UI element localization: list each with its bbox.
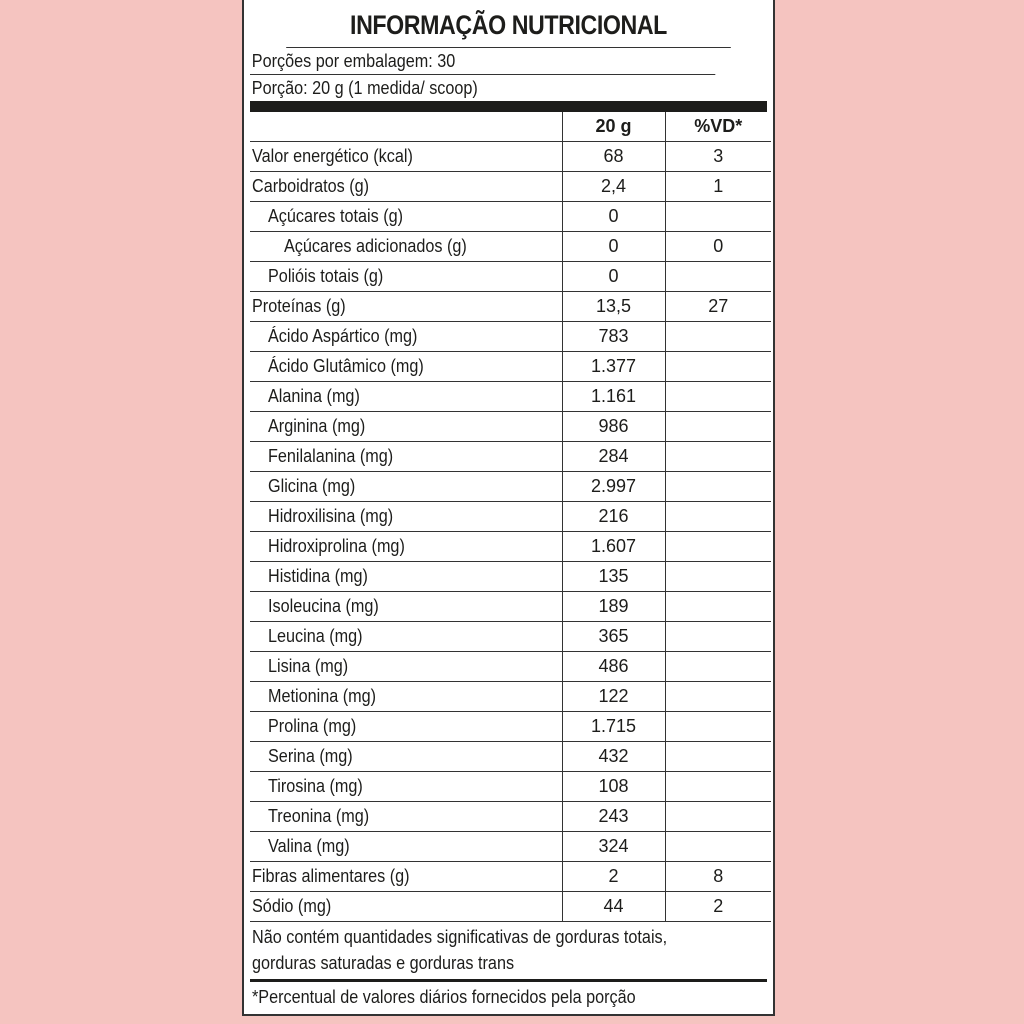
nutrient-daily-value: 1 — [665, 172, 771, 202]
nutrient-amount: 986 — [562, 412, 665, 442]
nutrient-amount: 284 — [562, 442, 665, 472]
nutrient-name: Proteínas (g) — [250, 292, 562, 322]
nutrient-daily-value — [665, 832, 771, 862]
nutrient-daily-value: 3 — [665, 142, 771, 172]
nutrient-amount: 122 — [562, 682, 665, 712]
nutrient-daily-value — [665, 682, 771, 712]
nutrient-name: Polióis totais (g) — [250, 262, 562, 292]
nutrient-name: Valina (mg) — [250, 832, 562, 862]
daily-value-note: *Percentual de valores diários fornecidos pela porção — [252, 987, 636, 1007]
table-row — [250, 412, 771, 442]
table-row — [250, 832, 771, 862]
nutrient-name: Hidroxiprolina (mg) — [250, 532, 562, 562]
nutrient-amount: 2,4 — [562, 172, 665, 202]
table-row — [250, 532, 771, 562]
nutrient-name: Leucina (mg) — [250, 622, 562, 652]
column-header-nutrient — [250, 112, 562, 142]
table-header-row — [250, 112, 771, 142]
nutrient-daily-value — [665, 622, 771, 652]
table-row — [250, 682, 771, 712]
nutrient-amount: 783 — [562, 322, 665, 352]
nutrient-daily-value — [665, 592, 771, 622]
nutrient-name: Ácido Aspártico (mg) — [250, 322, 562, 352]
nutrient-amount: 1.715 — [562, 712, 665, 742]
nutrient-amount: 0 — [562, 232, 665, 262]
nutrient-daily-value — [665, 772, 771, 802]
column-header-amount: 20 g — [562, 112, 665, 142]
table-row — [250, 442, 771, 472]
nutrient-daily-value — [665, 562, 771, 592]
nutrition-table — [250, 112, 771, 922]
column-header-daily-value: %VD* — [665, 112, 771, 142]
nutrient-daily-value — [665, 742, 771, 772]
nutrient-name: Arginina (mg) — [250, 412, 562, 442]
nutrient-name: Prolina (mg) — [250, 712, 562, 742]
nutrient-daily-value: 2 — [665, 892, 771, 922]
table-row — [250, 562, 771, 592]
nutrient-amount: 2.997 — [562, 472, 665, 502]
nutrient-daily-value — [665, 442, 771, 472]
nutrient-name: Metionina (mg) — [250, 682, 562, 712]
nutrient-daily-value: 27 — [665, 292, 771, 322]
table-row — [250, 742, 771, 772]
nutrient-daily-value — [665, 472, 771, 502]
nutrient-name: Valor energético (kcal) — [250, 142, 562, 172]
table-row — [250, 622, 771, 652]
nutrient-amount: 365 — [562, 622, 665, 652]
nutrient-daily-value — [665, 802, 771, 832]
nutrient-daily-value — [665, 532, 771, 562]
nutrient-name: Tirosina (mg) — [250, 772, 562, 802]
nutrient-amount: 1.607 — [562, 532, 665, 562]
nutrient-amount: 135 — [562, 562, 665, 592]
nutrient-daily-value — [665, 412, 771, 442]
nutrient-amount: 0 — [562, 262, 665, 292]
nutrient-daily-value — [665, 322, 771, 352]
table-row — [250, 862, 771, 892]
nutrient-name: Hidroxilisina (mg) — [250, 502, 562, 532]
table-row — [250, 352, 771, 382]
nutrient-amount: 189 — [562, 592, 665, 622]
nutrient-daily-value — [665, 712, 771, 742]
nutrient-name: Carboidratos (g) — [250, 172, 562, 202]
table-row — [250, 472, 771, 502]
nutrient-amount: 1.377 — [562, 352, 665, 382]
table-row — [250, 172, 771, 202]
serving-size: Porção: 20 g (1 medida/ scoop) — [251, 78, 478, 98]
table-row — [250, 382, 771, 412]
nutrient-daily-value — [665, 262, 771, 292]
nutrient-daily-value: 8 — [665, 862, 771, 892]
table-row — [250, 232, 771, 262]
nutrient-name: Açúcares adicionados (g) — [250, 232, 562, 262]
nutrition-facts-label — [242, 0, 775, 1016]
label-inner — [250, 0, 767, 1010]
nutrient-amount: 1.161 — [562, 382, 665, 412]
nutrient-rows — [250, 142, 771, 922]
table-row — [250, 322, 771, 352]
nutrient-daily-value: 0 — [665, 232, 771, 262]
nutrient-name: Isoleucina (mg) — [250, 592, 562, 622]
nutrient-name: Glicina (mg) — [250, 472, 562, 502]
nutrient-name: Alanina (mg) — [250, 382, 562, 412]
servings-per-package: Porções por embalagem: 30 — [250, 48, 715, 75]
nutrient-name: Fibras alimentares (g) — [250, 862, 562, 892]
table-row — [250, 202, 771, 232]
nutrient-daily-value — [665, 202, 771, 232]
table-row — [250, 292, 771, 322]
table-row — [250, 502, 771, 532]
nutrient-name: Treonina (mg) — [250, 802, 562, 832]
nutrient-amount: 324 — [562, 832, 665, 862]
nutrient-amount: 68 — [562, 142, 665, 172]
nutrient-amount: 108 — [562, 772, 665, 802]
table-row — [250, 802, 771, 832]
nutrient-name: Fenilalanina (mg) — [250, 442, 562, 472]
nutrient-daily-value — [665, 502, 771, 532]
nutrient-amount: 13,5 — [562, 292, 665, 322]
nutrient-name: Ácido Glutâmico (mg) — [250, 352, 562, 382]
nutrient-amount: 0 — [562, 202, 665, 232]
nutrient-amount: 44 — [562, 892, 665, 922]
table-row — [250, 592, 771, 622]
nutrient-amount: 2 — [562, 862, 665, 892]
label-title: INFORMAÇÃO NUTRICIONAL — [286, 0, 731, 48]
nutrient-amount: 486 — [562, 652, 665, 682]
nutrient-name: Lisina (mg) — [250, 652, 562, 682]
nutrient-name: Sódio (mg) — [250, 892, 562, 922]
nutrient-name: Serina (mg) — [250, 742, 562, 772]
table-row — [250, 772, 771, 802]
table-row — [250, 142, 771, 172]
nutrient-name: Histidina (mg) — [250, 562, 562, 592]
nutrient-daily-value — [665, 652, 771, 682]
nutrient-daily-value — [665, 352, 771, 382]
footer-note: Não contém quantidades significativas de gorduras totais, gorduras saturadas e gorduras trans — [250, 922, 767, 982]
table-row — [250, 712, 771, 742]
nutrient-daily-value — [665, 382, 771, 412]
nutrient-amount: 216 — [562, 502, 665, 532]
table-row — [250, 892, 771, 922]
nutrient-amount: 432 — [562, 742, 665, 772]
table-row — [250, 262, 771, 292]
nutrient-name: Açúcares totais (g) — [250, 202, 562, 232]
table-row — [250, 652, 771, 682]
header-divider-bar — [250, 101, 767, 112]
nutrient-amount: 243 — [562, 802, 665, 832]
